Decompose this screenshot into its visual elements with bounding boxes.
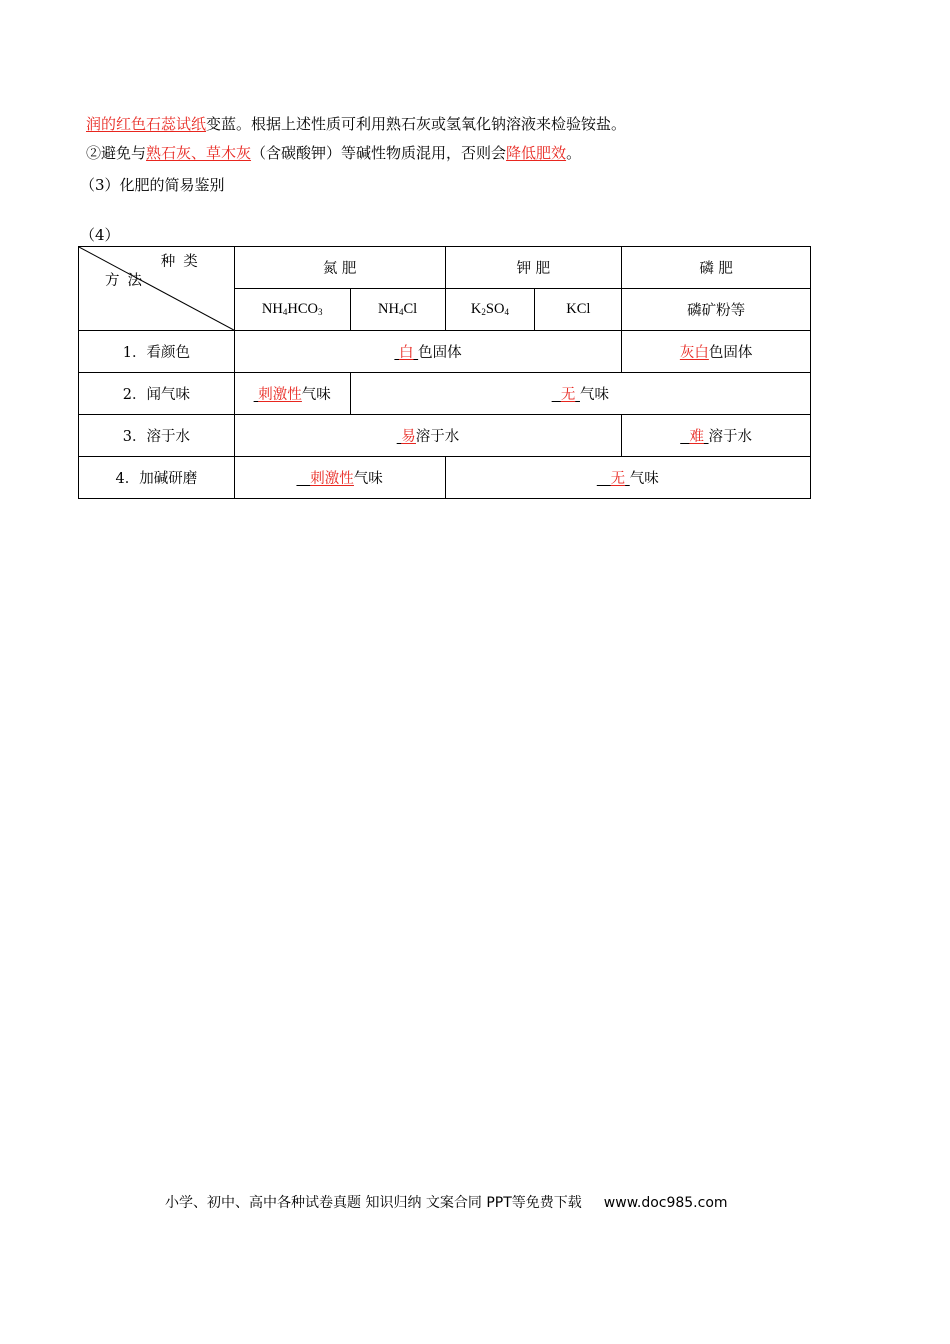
formula-subscript: 3 <box>317 307 323 317</box>
result-dissolve-nk <box>234 415 622 457</box>
formula-part: NH <box>261 301 283 317</box>
formula-subscript: 4 <box>504 307 509 317</box>
answer-effect: 降低肥效 <box>506 144 567 162</box>
paragraph-litmus-text: 变蓝。根据上述性质可利用熟石灰或氢氧化钠溶液来检验铵盐。 <box>206 115 627 133</box>
corner-type-label: 种类 <box>160 254 206 270</box>
sample-k2so4 <box>445 289 535 331</box>
paragraph-avoid-end: 。 <box>566 144 582 162</box>
method-smell: 2．闻气味 <box>79 373 235 415</box>
answer-grind-pungent: 刺激性 <box>310 471 354 487</box>
formula-part: HCO <box>287 301 318 317</box>
result-text: 色固体 <box>708 345 753 361</box>
group-phosphorus: 磷 肥 <box>622 247 811 289</box>
answer-alkaline: 熟石灰、草木灰 <box>146 144 252 162</box>
result-grind-others <box>445 457 811 499</box>
table-row <box>79 415 811 457</box>
answer-dissolve-easy: 易 <box>401 429 416 445</box>
result-text: 气味 <box>629 471 659 487</box>
sample-nh4hco3 <box>234 289 350 331</box>
formula-subscript: 4 <box>398 307 404 317</box>
formula-part: SO <box>485 301 505 317</box>
result-smell-nh4hco3 <box>234 373 350 415</box>
paragraph-litmus <box>86 114 626 134</box>
diagonal-line <box>79 247 234 330</box>
method-dissolve: 3．溶于水 <box>79 415 235 457</box>
page-footer <box>165 1192 728 1212</box>
result-smell-others <box>350 373 810 415</box>
table-header-row <box>79 247 811 289</box>
footer-url[interactable]: www.doc985.com <box>603 1195 728 1211</box>
answer-color-grey: 灰白 <box>679 345 709 361</box>
footer-text: 小学、初中、高中各种试卷真题 知识归纳 文案合同 PPT等免费下载 <box>165 1195 582 1211</box>
group-nitrogen: 氮 肥 <box>234 247 445 289</box>
formula-subscript: 2 <box>481 307 486 317</box>
sample-kcl: KCl <box>535 289 622 331</box>
table-row <box>79 373 811 415</box>
answer-grind-none: 无 <box>610 471 626 487</box>
heading-identification: （3）化肥的简易鉴别 <box>80 176 225 194</box>
paragraph-avoid <box>86 143 581 163</box>
formula-part: K <box>470 301 482 317</box>
method-alkali-grind: 4．加碱研磨 <box>79 457 235 499</box>
answer-smell-pungent: 刺激性 <box>258 387 302 403</box>
fertilizer-table <box>78 246 811 499</box>
result-color-nk <box>234 331 622 373</box>
method-color: 1．看颜色 <box>79 331 235 373</box>
answer-color-white: 白 <box>399 345 414 361</box>
result-text: 气味 <box>579 387 609 403</box>
answer-dissolve-hard: 难 <box>689 429 704 445</box>
corner-method-label: 方法 <box>105 273 150 289</box>
answer-smell-none: 无 <box>560 387 576 403</box>
formula-part: Cl <box>403 301 418 317</box>
formula-part: NH <box>377 301 399 317</box>
answer-litmus: 润的红色石蕊试纸 <box>86 115 207 133</box>
heading-item-4: （4） <box>80 226 120 244</box>
result-dissolve-p <box>622 415 811 457</box>
result-color-p <box>622 331 811 373</box>
result-text: 气味 <box>353 471 383 487</box>
sample-nh4cl <box>350 289 445 331</box>
table-row <box>79 331 811 373</box>
result-text: 色固体 <box>418 345 462 361</box>
paragraph-avoid-start: ②避免与 <box>86 144 147 162</box>
result-text: 溶于水 <box>708 429 753 445</box>
result-grind-nitrogen <box>234 457 445 499</box>
table-row <box>79 457 811 499</box>
result-text: 气味 <box>301 387 331 403</box>
group-potassium: 钾 肥 <box>445 247 622 289</box>
result-text: 溶于水 <box>415 429 460 445</box>
formula-subscript: 4 <box>282 307 288 317</box>
paragraph-avoid-middle: （含碳酸钾）等碱性物质混用，否则会 <box>251 144 507 162</box>
corner-cell <box>79 247 235 331</box>
sample-phosphate-rock: 磷矿粉等 <box>622 289 811 331</box>
